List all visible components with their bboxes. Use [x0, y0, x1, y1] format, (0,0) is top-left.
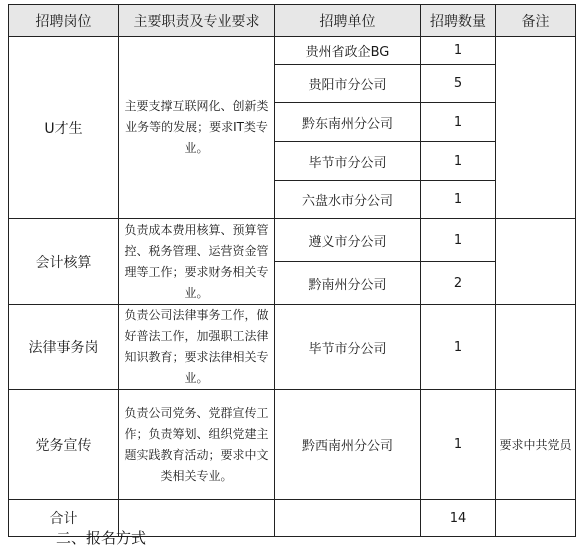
unit-cell: 毕节市分公司: [275, 305, 421, 390]
count-cell: 1: [421, 305, 496, 390]
total-count: 14: [421, 500, 496, 537]
total-empty-unit: [275, 500, 421, 537]
post-cell: 会计核算: [9, 219, 119, 305]
unit-cell: 毕节市分公司: [275, 142, 421, 181]
unit-cell: 黔南州分公司: [275, 262, 421, 305]
header-note: 备注: [496, 5, 576, 37]
count-cell: 1: [421, 37, 496, 65]
unit-cell: 六盘水市分公司: [275, 181, 421, 219]
unit-cell: 黔西南州分公司: [275, 390, 421, 500]
count-cell: 2: [421, 262, 496, 305]
duty-cell: 主要支撑互联网化、创新类业务等的发展；要求IT类专业。: [119, 37, 275, 219]
count-cell: 1: [421, 181, 496, 219]
note-cell: [496, 305, 576, 390]
note-cell: [496, 219, 576, 305]
note-cell: 要求中共党员: [496, 390, 576, 500]
unit-cell: 贵阳市分公司: [275, 65, 421, 103]
post-cell: 法律事务岗: [9, 305, 119, 390]
post-cell: 党务宣传: [9, 390, 119, 500]
total-empty-note: [496, 500, 576, 537]
header-duty: 主要职责及专业要求: [119, 5, 275, 37]
table-row: [9, 219, 576, 262]
count-cell: 1: [421, 219, 496, 262]
header-post: 招聘岗位: [9, 5, 119, 37]
unit-cell: 贵州省政企BG: [275, 37, 421, 65]
count-cell: 1: [421, 142, 496, 181]
header-row: [9, 5, 576, 37]
count-cell: 5: [421, 65, 496, 103]
table-row: [9, 37, 576, 65]
duty-cell: 负责成本费用核算、预算管控、税务管理、运营资金管理等工作；要求财务相关专业。: [119, 219, 275, 305]
section-heading: 二、报名方式: [56, 529, 147, 547]
unit-cell: 黔东南州分公司: [275, 103, 421, 142]
header-count: 招聘数量: [421, 5, 496, 37]
duty-cell: 负责公司法律事务工作，做好普法工作，加强职工法律知识教育；要求法律相关专业。: [119, 305, 275, 390]
note-cell: [496, 37, 576, 219]
table-row: [9, 305, 576, 390]
recruitment-table: [8, 4, 576, 537]
total-label: 合计: [9, 500, 119, 537]
count-cell: 1: [421, 390, 496, 500]
post-cell: U才生: [9, 37, 119, 219]
header-unit: 招聘单位: [275, 5, 421, 37]
unit-cell: 遵义市分公司: [275, 219, 421, 262]
duty-cell: 负责公司党务、党群宣传工作；负责筹划、组织党建主题实践教育活动；要求中文类相关专业。: [119, 390, 275, 500]
count-cell: 1: [421, 103, 496, 142]
table-row: [9, 390, 576, 500]
